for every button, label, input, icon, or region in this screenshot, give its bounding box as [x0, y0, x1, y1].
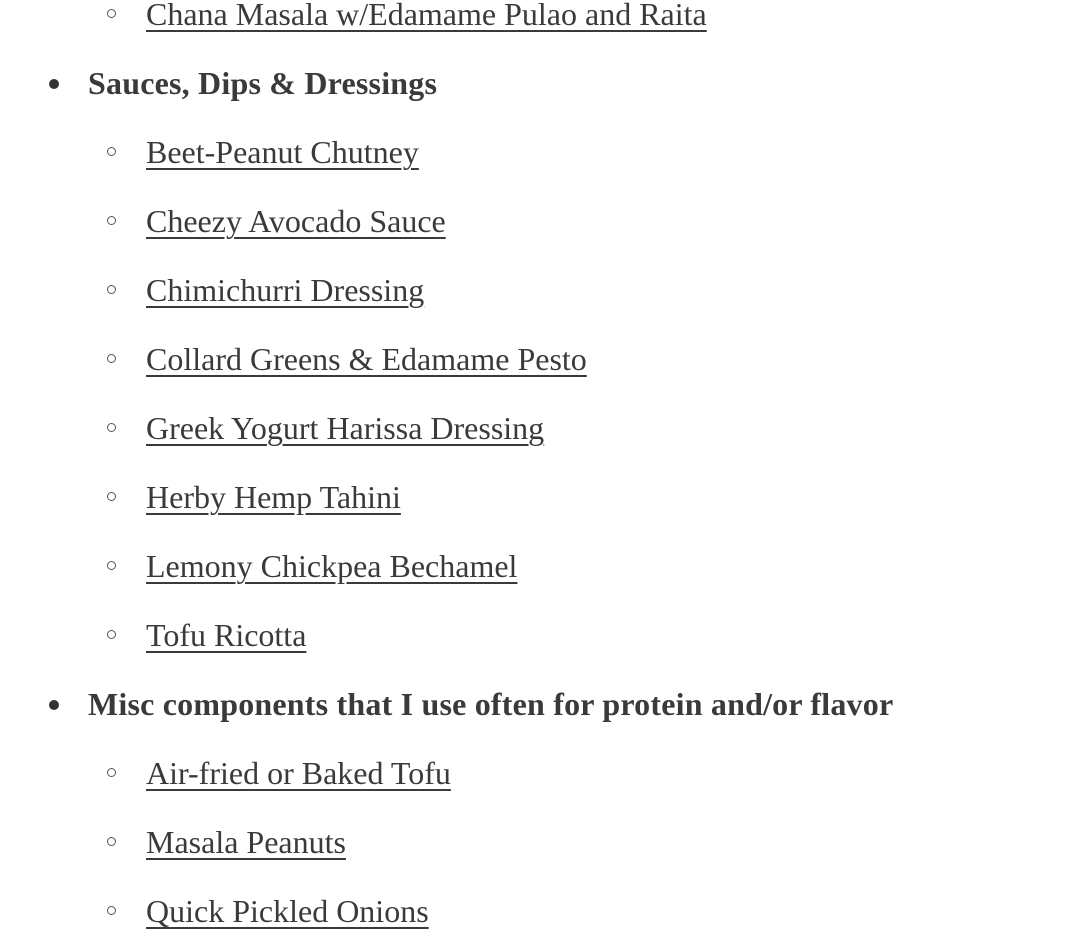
section-misc-components: [0, 670, 1084, 946]
recipe-link[interactable]: Masala Peanuts: [146, 824, 346, 860]
recipe-link[interactable]: Chimichurri Dressing: [146, 272, 425, 308]
circle-bullet-icon: [107, 285, 116, 294]
circle-bullet-icon: [107, 216, 116, 225]
section-items: [0, 118, 1084, 670]
list-item: [0, 256, 1084, 325]
recipe-link[interactable]: Collard Greens & Edamame Pesto: [146, 341, 587, 377]
list-item: [0, 739, 1084, 808]
recipe-link[interactable]: Quick Pickled Onions: [146, 893, 429, 929]
section-list: [0, 49, 1084, 946]
recipe-link[interactable]: Cheezy Avocado Sauce: [146, 203, 446, 239]
circle-bullet-icon: [107, 630, 116, 639]
circle-bullet-icon: [107, 561, 116, 570]
circle-bullet-icon: [107, 768, 116, 777]
list-item: [0, 394, 1084, 463]
list-item: [0, 0, 1084, 49]
disc-bullet-icon: [49, 79, 59, 89]
section-title: Sauces, Dips & Dressings: [88, 65, 438, 101]
circle-bullet-icon: [107, 837, 116, 846]
section-header: [0, 670, 1084, 739]
list-item: [0, 601, 1084, 670]
section-header: [0, 49, 1084, 118]
list-item: [0, 118, 1084, 187]
circle-bullet-icon: [107, 906, 116, 915]
section-items: [0, 739, 1084, 946]
circle-bullet-icon: [107, 492, 116, 501]
list-item: [0, 532, 1084, 601]
section-title: Misc components that I use often for protein and/or flavor: [88, 686, 894, 722]
list-item: [0, 808, 1084, 877]
recipe-link[interactable]: Lemony Chickpea Bechamel: [146, 548, 518, 584]
recipe-link[interactable]: Chana Masala w/Edamame Pulao and Raita: [146, 0, 707, 32]
circle-bullet-icon: [107, 147, 116, 156]
circle-bullet-icon: [107, 354, 116, 363]
section-sauces: [0, 49, 1084, 670]
previous-section-items: [0, 0, 1084, 49]
circle-bullet-icon: [107, 423, 116, 432]
recipe-link[interactable]: Greek Yogurt Harissa Dressing: [146, 410, 545, 446]
list-item: [0, 463, 1084, 532]
list-item: [0, 325, 1084, 394]
recipe-link[interactable]: Herby Hemp Tahini: [146, 479, 401, 515]
recipe-link[interactable]: Air-fried or Baked Tofu: [146, 755, 451, 791]
recipe-link[interactable]: Tofu Ricotta: [146, 617, 307, 653]
disc-bullet-icon: [49, 700, 59, 710]
recipe-link[interactable]: Beet-Peanut Chutney: [146, 134, 419, 170]
list-item: [0, 877, 1084, 946]
circle-bullet-icon: [107, 9, 116, 18]
list-item: [0, 187, 1084, 256]
